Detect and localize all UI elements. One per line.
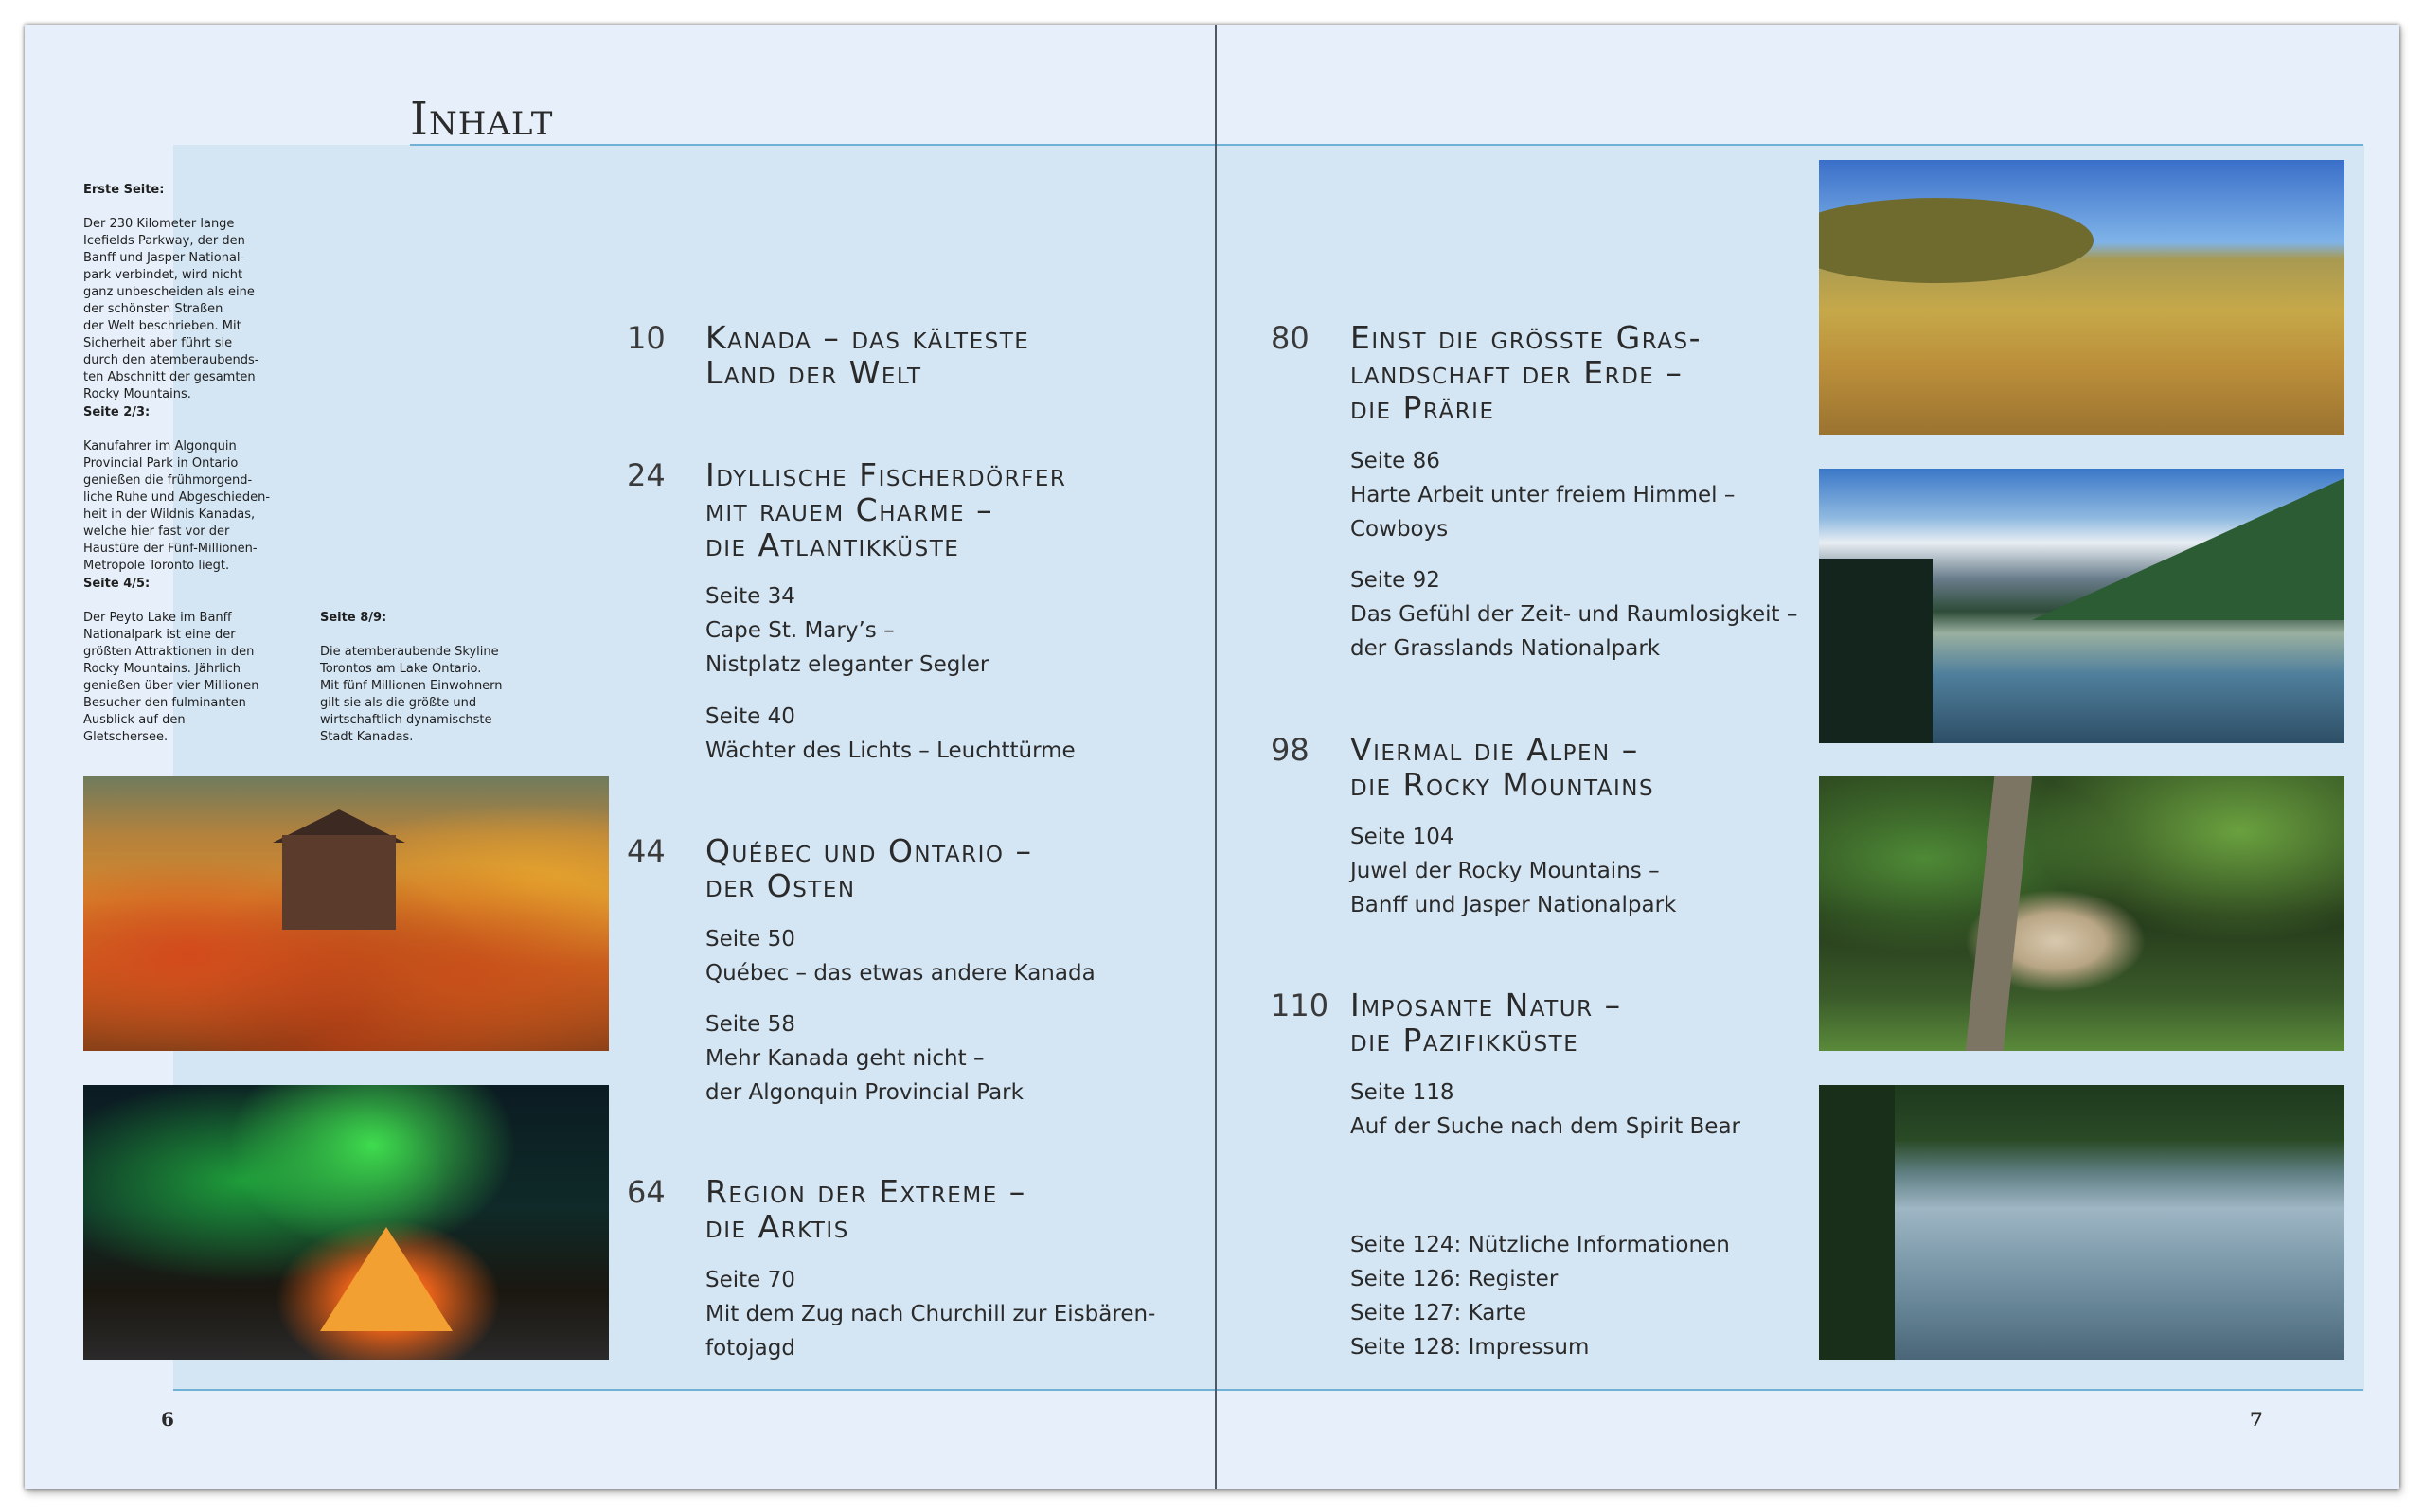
chapter-title: Québec und Ontario – der Osten — [705, 832, 1033, 904]
photo-misty-river — [1819, 1085, 2344, 1360]
chapter-title: Region der Extreme – die Arktis — [705, 1173, 1026, 1245]
caption-title: Seite 4/5: — [83, 577, 151, 591]
photo-autumn-castle — [83, 776, 609, 1051]
caption-text: Die atemberaubende Skyline Torontos am Lake Ontario. Mit fünf Millionen Einwohnern gilt sie als die größte und wirtschaftlich dynamischste Stadt Kanadas. — [320, 645, 503, 744]
chapter-number: 24 — [627, 457, 666, 493]
chapter-title: Einst die grösste Gras- landschaft der Erde – die Prärie — [1350, 319, 1702, 426]
photo-aurora-tent — [83, 1085, 609, 1360]
caption-text: Der 230 Kilometer lange Icefields Parkway, der den Banff und Jasper National- park verbindet, wird nicht ganz unbescheiden als eine der schönsten Straßen der Welt beschrieben. Mit Sicherheit aber führt sie durch den atemberaubends- ten Abschnitt der gesamten Rocky Mountains. — [83, 217, 259, 401]
page-number-right: 7 — [2250, 1408, 2263, 1431]
toc-appendix: Seite 124: Nützliche Informationen Seite 126: Register Seite 127: Karte Seite 128: Impressum — [1350, 1233, 1730, 1360]
chapter-title: Imposante Natur – die Pazifikküste — [1350, 987, 1622, 1058]
chapter-title: Kanada – das kälteste Land der Welt — [705, 319, 1030, 391]
caption-title: Erste Seite: — [83, 183, 165, 197]
chapter-number: 64 — [627, 1174, 666, 1210]
chapter-number: 80 — [1271, 320, 1310, 356]
chapter-title: Idyllische Fischerdörfer mit rauem Charme – die Atlantikküste — [705, 456, 1067, 563]
chapter-title: Viermal die Alpen – die Rocky Mountains — [1350, 731, 1655, 803]
chapter-number: 110 — [1271, 987, 1329, 1023]
toc-entry: Seite 70 Mit dem Zug nach Churchill zur Eisbären- fotojagd — [705, 1268, 1156, 1361]
chapter-number: 44 — [627, 833, 666, 869]
caption-page-8-9 — [320, 593, 547, 746]
caption-first-page — [83, 165, 292, 403]
caption-title: Seite 2/3: — [83, 405, 151, 419]
caption-page-2-3 — [83, 387, 311, 575]
caption-text: Der Peyto Lake im Banff Nationalpark ist eine der größten Attraktionen in den Rocky Mountains. Jährlich genießen über vier Millionen Besucher den fulminanten Ausblick auf den Gletschersee. — [83, 611, 259, 744]
chapter-number: 10 — [627, 320, 666, 356]
book-gutter — [1215, 25, 1217, 1489]
toc-entry: Seite 86 Harte Arbeit unter freiem Himmel – Cowboys — [1350, 449, 1736, 542]
page-number-left: 6 — [161, 1408, 174, 1431]
photo-prairie — [1819, 160, 2344, 435]
bottom-rule — [173, 1389, 2363, 1391]
caption-page-4-5 — [83, 559, 301, 746]
toc-entry: Seite 104 Juwel der Rocky Mountains – Banff und Jasper Nationalpark — [1350, 825, 1677, 917]
toc-entry: Seite 92 Das Gefühl der Zeit- und Raumlosigkeit – der Grasslands Nationalpark — [1350, 568, 1798, 661]
toc-entry: Seite 50 Québec – das etwas andere Kanada — [705, 927, 1096, 986]
caption-title: Seite 8/9: — [320, 611, 387, 625]
caption-text: Kanufahrer im Algonquin Provincial Park in Ontario genießen die frühmorgend- liche Ruhe und Abgeschieden- heit in der Wildnis Kanadas, welche hier fast vor der Haustüre der Fünf-Millionen- Metropole Toronto liegt. — [83, 439, 271, 573]
photo-spirit-bear — [1819, 776, 2344, 1051]
toc-entry: Seite 34 Cape St. Mary’s – Nistplatz eleganter Segler — [705, 584, 989, 677]
toc-entry: Seite 118 Auf der Suche nach dem Spirit Bear — [1350, 1080, 1741, 1139]
toc-entry: Seite 58 Mehr Kanada geht nicht – der Algonquin Provincial Park — [705, 1012, 1024, 1105]
chapter-number: 98 — [1271, 732, 1310, 768]
toc-entry: Seite 40 Wächter des Lichts – Leuchttürme — [705, 704, 1076, 763]
top-rule — [410, 144, 2363, 146]
page-title: Inhalt — [410, 93, 554, 146]
photo-mountain-lake — [1819, 469, 2344, 743]
